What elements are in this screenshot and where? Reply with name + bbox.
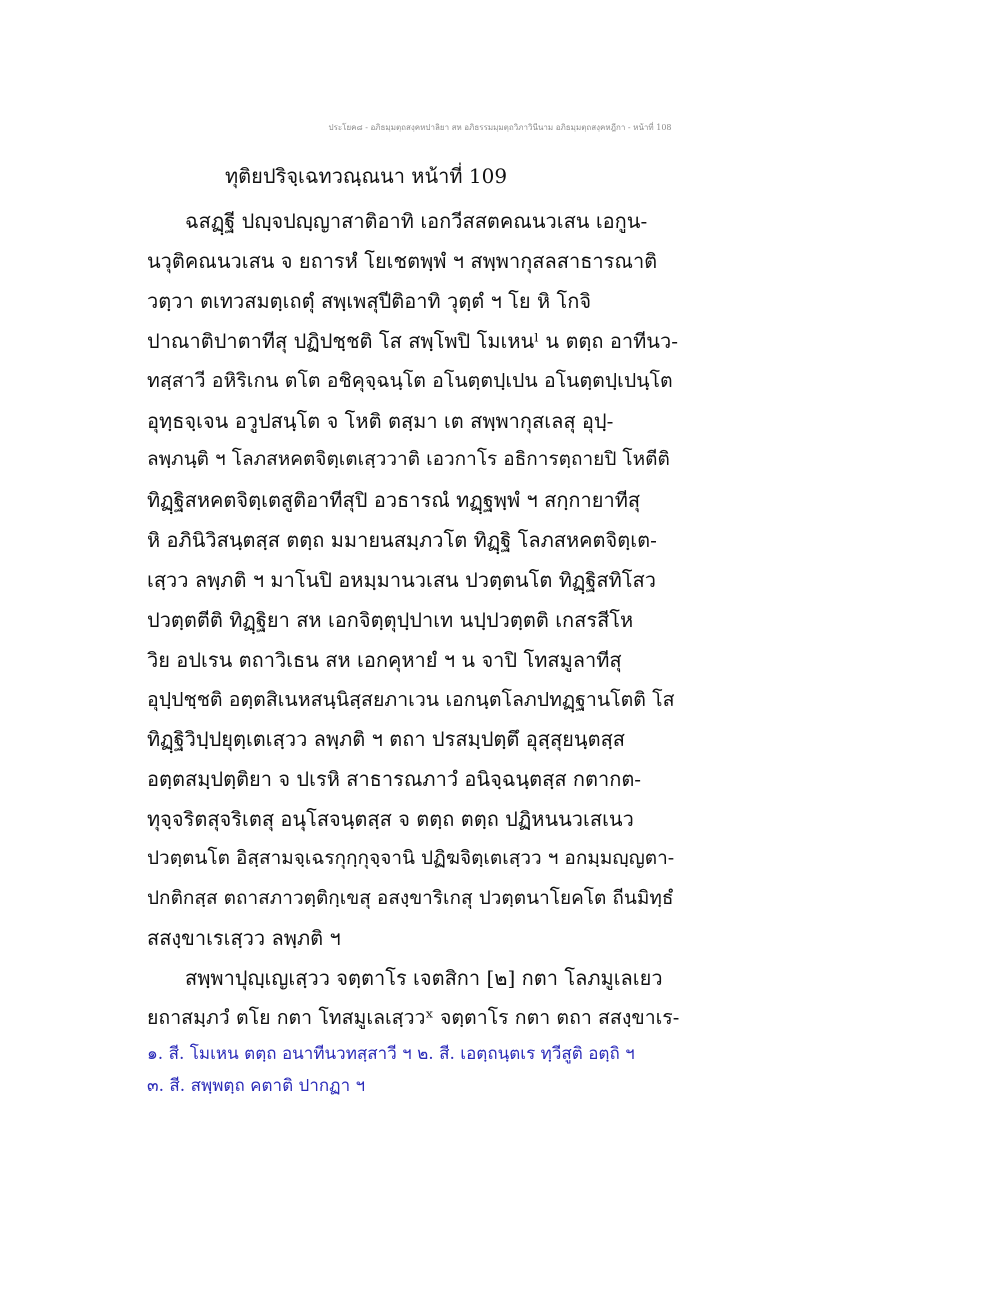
text-line: ฉสฏฺฐี ปญฺจปญฺญาสาติอาทิ เอกวีสสตคณนวเสน เอกูน- bbox=[185, 209, 648, 233]
text-line: ลพฺภนฺติ ฯ โลภสหคตจิตฺเตเสฺววาติ เอวกาโร อธิการตฺถายปิ โหตีติ bbox=[147, 448, 670, 470]
text-line: วิย อปเรน ตถาวิเธน สห เอกคุหายํ ฯ น จาปิ โทสมูลาทีสุ bbox=[147, 648, 622, 672]
text-line: สพฺพาปุญฺเญเสฺวว จตฺตาโร เจตสิกา [๒] กตา โลภมูเลเยว bbox=[185, 966, 663, 990]
text-line: เสฺวว ลพฺภติ ฯ มาโนปิ อหมฺมานวเสน ปวตฺตนโต ทิฏฺฐิสทิโสว bbox=[147, 568, 656, 592]
running-header: ประโยค๘ - อภิธมฺมตฺถสงฺคหปาลิยา สห อภิธรรมมฺมตฺถวิภาวินีนาม อภิธมฺมตฺถสงฺคหฎีกา - หน้าที่ 108 bbox=[328, 123, 672, 132]
text-line: อุทฺธจฺเจน อวูปสนฺโต จ โหติ ตสฺมา เต สพฺพากุสเลสุ อุปฺ- bbox=[147, 409, 614, 433]
text-line: อตฺตสมฺปตฺติยา จ ปเรหิ สาธารณภาวํ อนิจฺฉนฺตสฺส กตากต- bbox=[147, 767, 642, 791]
text-line: ปาณาติปาตาทีสุ ปฏิปชฺชติ โส สพฺโพปิ โมเหนˡ น ตตฺถ อาทีนว- bbox=[147, 329, 678, 353]
section-title: ทุติยปริจฺเฉทวณฺณนา หน้าที่ 109 bbox=[225, 164, 508, 188]
text-line: ปวตฺตตีติ ทิฏฺฐิยา สห เอกจิตฺตุปฺปาเท นปฺปวตฺตติ เกสรสีโห bbox=[147, 608, 634, 632]
footnote-line: ๓. สี. สพฺพตฺถ คตาติ ปากฏา ฯ bbox=[147, 1076, 366, 1096]
text-line: ทสฺสาวี อหิริเกน ตโต อชิคุจฺฉนฺโต อโนตฺตปฺเปน อโนตฺตปฺเปนฺโต bbox=[147, 369, 673, 392]
text-line: หิ อภินิวิสนฺตสฺส ตตฺถ มมายนสมฺภวโต ทิฏฺฐิ โลภสหคตจิตฺเต- bbox=[147, 528, 657, 552]
text-line: ทุจฺจริตสุจริเตสุ อนุโสจนฺตสฺส จ ตตฺถ ตตฺถ ปฏิหนนวเสเนว bbox=[147, 807, 634, 831]
text-line: อุปฺปชฺชติ อตฺตสิเนหสนฺนิสฺสยภาเวน เอกนฺตโลภปทฏฺฐานโตติ โส bbox=[147, 688, 675, 711]
text-line: ทิฏฺฐิสหคตจิตฺเตสูติอาทีสุปิ อวธารณํ ทฏฺฐพฺพํ ฯ สกฺกายาทีสุ bbox=[147, 488, 641, 512]
text-line: นวุติคณนวเสน จ ยถารหํ โยเชตพฺพํ ฯ สพฺพากุสลสาธารณาติ bbox=[147, 249, 658, 273]
text-line: สสงฺขาเรเสฺวว ลพฺภติ ฯ bbox=[147, 926, 341, 950]
text-line: ทิฏฺฐิวิปฺปยุตฺเตเสฺวว ลพฺภติ ฯ ตถา ปรสมฺปตฺตึ อุสฺสุยนฺตสฺส bbox=[147, 727, 625, 751]
text-line: ยถาสมฺภวํ ตโย กตา โทสมูเลเสฺววˣ จตฺตาโร กตา ตถา สสงฺขาเร- bbox=[147, 1006, 680, 1029]
text-line: ปกติกสฺส ตถาสภาวตฺติกฺเขสุ อสงฺขาริเกสุ ปวตฺตนาโยคโต ถีนมิทฺธํ bbox=[147, 887, 674, 909]
footnote-line: ๑. สี. โมเหน ตตฺถ อนาทีนวทสฺสาวี ฯ ๒. สี. เอตฺถนฺตเร ทฺวีสูติ อตฺถิ ฯ bbox=[147, 1044, 635, 1064]
text-line: ปวตฺตนโต อิสฺสามจฺเฉรกุกฺกุจฺจานิ ปฏิฆจิตฺเตเสฺวว ฯ อกมฺมญฺญตา- bbox=[147, 847, 675, 869]
text-line: วตฺวา ตเทวสมตฺเถตุํ สพฺเพสุปีติอาทิ วุตฺตํ ฯ โย หิ โกจิ bbox=[147, 289, 592, 313]
